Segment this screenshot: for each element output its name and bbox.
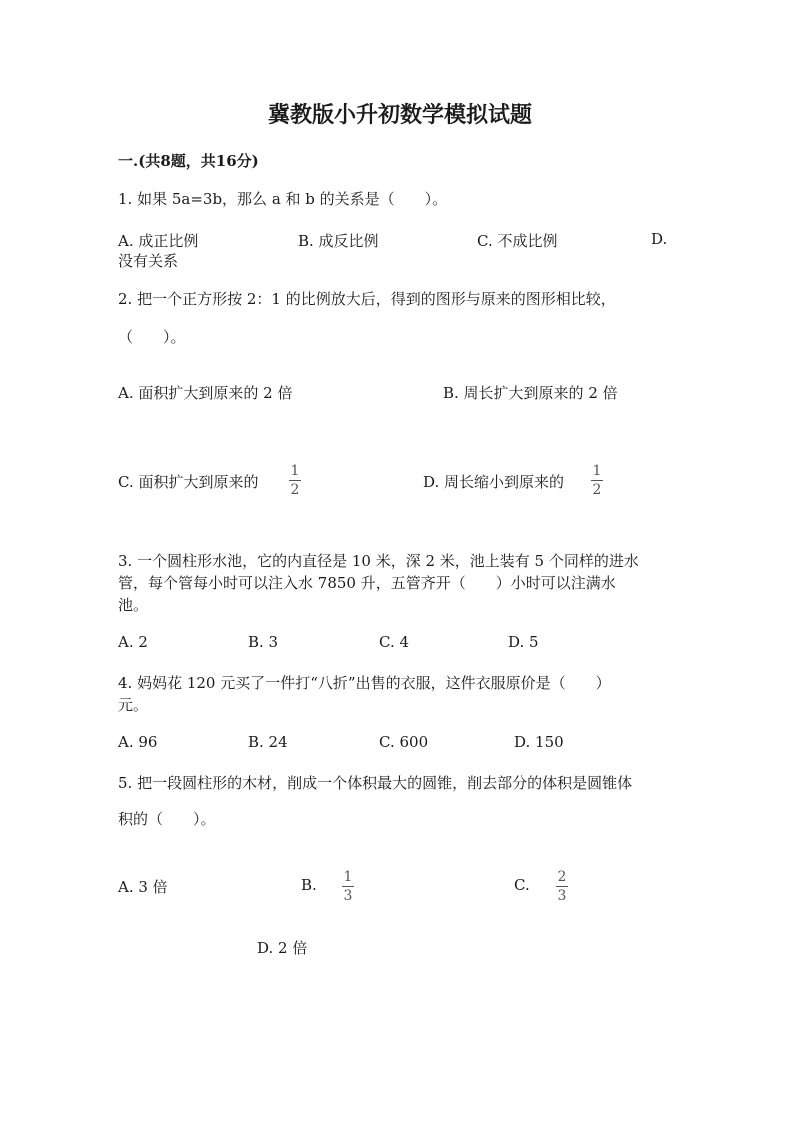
question-5-stem-line-1: 5. 把一段圆柱形的木材，削成一个体积最大的圆锥，削去部分的体积是圆锥体 <box>118 774 633 792</box>
question-5-option-c: C. <box>514 876 530 894</box>
question-2-option-d-fraction <box>591 463 603 498</box>
question-5-option-a: A. 3 倍 <box>118 878 168 896</box>
question-4-option-a: A. 96 <box>118 733 158 751</box>
question-5-option-b-fraction <box>342 869 354 904</box>
fraction-bar <box>342 886 354 887</box>
question-1-stem: 1. 如果 5a=3b，那么 a 和 b 的关系是（ ）。 <box>118 190 448 208</box>
question-2-option-c: C. 面积扩大到原来的 <box>118 473 259 491</box>
question-5-stem-line-2: 积的（ ）。 <box>118 810 216 828</box>
question-2-option-b: B. 周长扩大到原来的 2 倍 <box>443 384 618 402</box>
question-5-option-c-fraction <box>556 869 568 904</box>
fraction-numerator: 1 <box>343 869 353 885</box>
fraction-denominator: 2 <box>290 482 300 498</box>
question-1-option-d-text: 没有关系 <box>118 252 179 270</box>
question-4-stem-line-2: 元。 <box>118 696 149 714</box>
fraction-numerator: 1 <box>592 463 602 479</box>
question-3-option-b: B. 3 <box>248 633 279 651</box>
question-2-stem-line-1: 2. 把一个正方形按 2：1 的比例放大后，得到的图形与原来的图形相比较， <box>118 290 616 308</box>
section-heading: 一.(共8题，共16分) <box>118 152 259 170</box>
question-5-option-d: D. 2 倍 <box>257 939 308 957</box>
question-2-option-a: A. 面积扩大到原来的 2 倍 <box>118 384 293 402</box>
fraction-bar <box>556 886 568 887</box>
question-2-option-c-fraction <box>289 463 301 498</box>
question-3-stem-line-1: 3. 一个圆柱形水池，它的内直径是 10 米，深 2 米，池上装有 5 个同样的进水 <box>118 552 639 570</box>
question-4-option-b: B. 24 <box>248 733 288 751</box>
question-3-option-d: D. 5 <box>508 633 539 651</box>
question-5-option-b: B. <box>301 876 317 894</box>
question-2-option-d: D. 周长缩小到原来的 <box>423 473 565 491</box>
question-3-option-a: A. 2 <box>118 633 148 651</box>
question-1-option-b: B. 成反比例 <box>298 232 379 250</box>
fraction-bar <box>591 480 603 481</box>
question-4-option-d: D. 150 <box>514 733 564 751</box>
question-2-stem-line-2: （ ）。 <box>118 328 186 346</box>
fraction-denominator: 2 <box>592 482 602 498</box>
question-4-option-c: C. 600 <box>379 733 429 751</box>
fraction-bar <box>289 480 301 481</box>
fraction-numerator: 2 <box>557 869 567 885</box>
fraction-denominator: 3 <box>557 888 567 904</box>
question-3-stem-line-3: 池。 <box>118 596 149 614</box>
question-3-option-c: C. 4 <box>379 633 410 651</box>
fraction-numerator: 1 <box>290 463 300 479</box>
question-3-stem-line-2: 管，每个管每小时可以注入水 7850 升，五管齐开（ ）小时可以注满水 <box>118 574 616 592</box>
question-1-option-c: C. 不成比例 <box>477 232 558 250</box>
fraction-denominator: 3 <box>343 888 353 904</box>
question-1-option-d: D. <box>651 230 668 248</box>
page-title: 冀教版小升初数学模拟试题 <box>267 102 532 128</box>
question-4-stem-line-1: 4. 妈妈花 120 元买了一件打“八折”出售的衣服，这件衣服原价是（ ） <box>118 674 611 692</box>
question-1-option-a: A. 成正比例 <box>118 232 199 250</box>
